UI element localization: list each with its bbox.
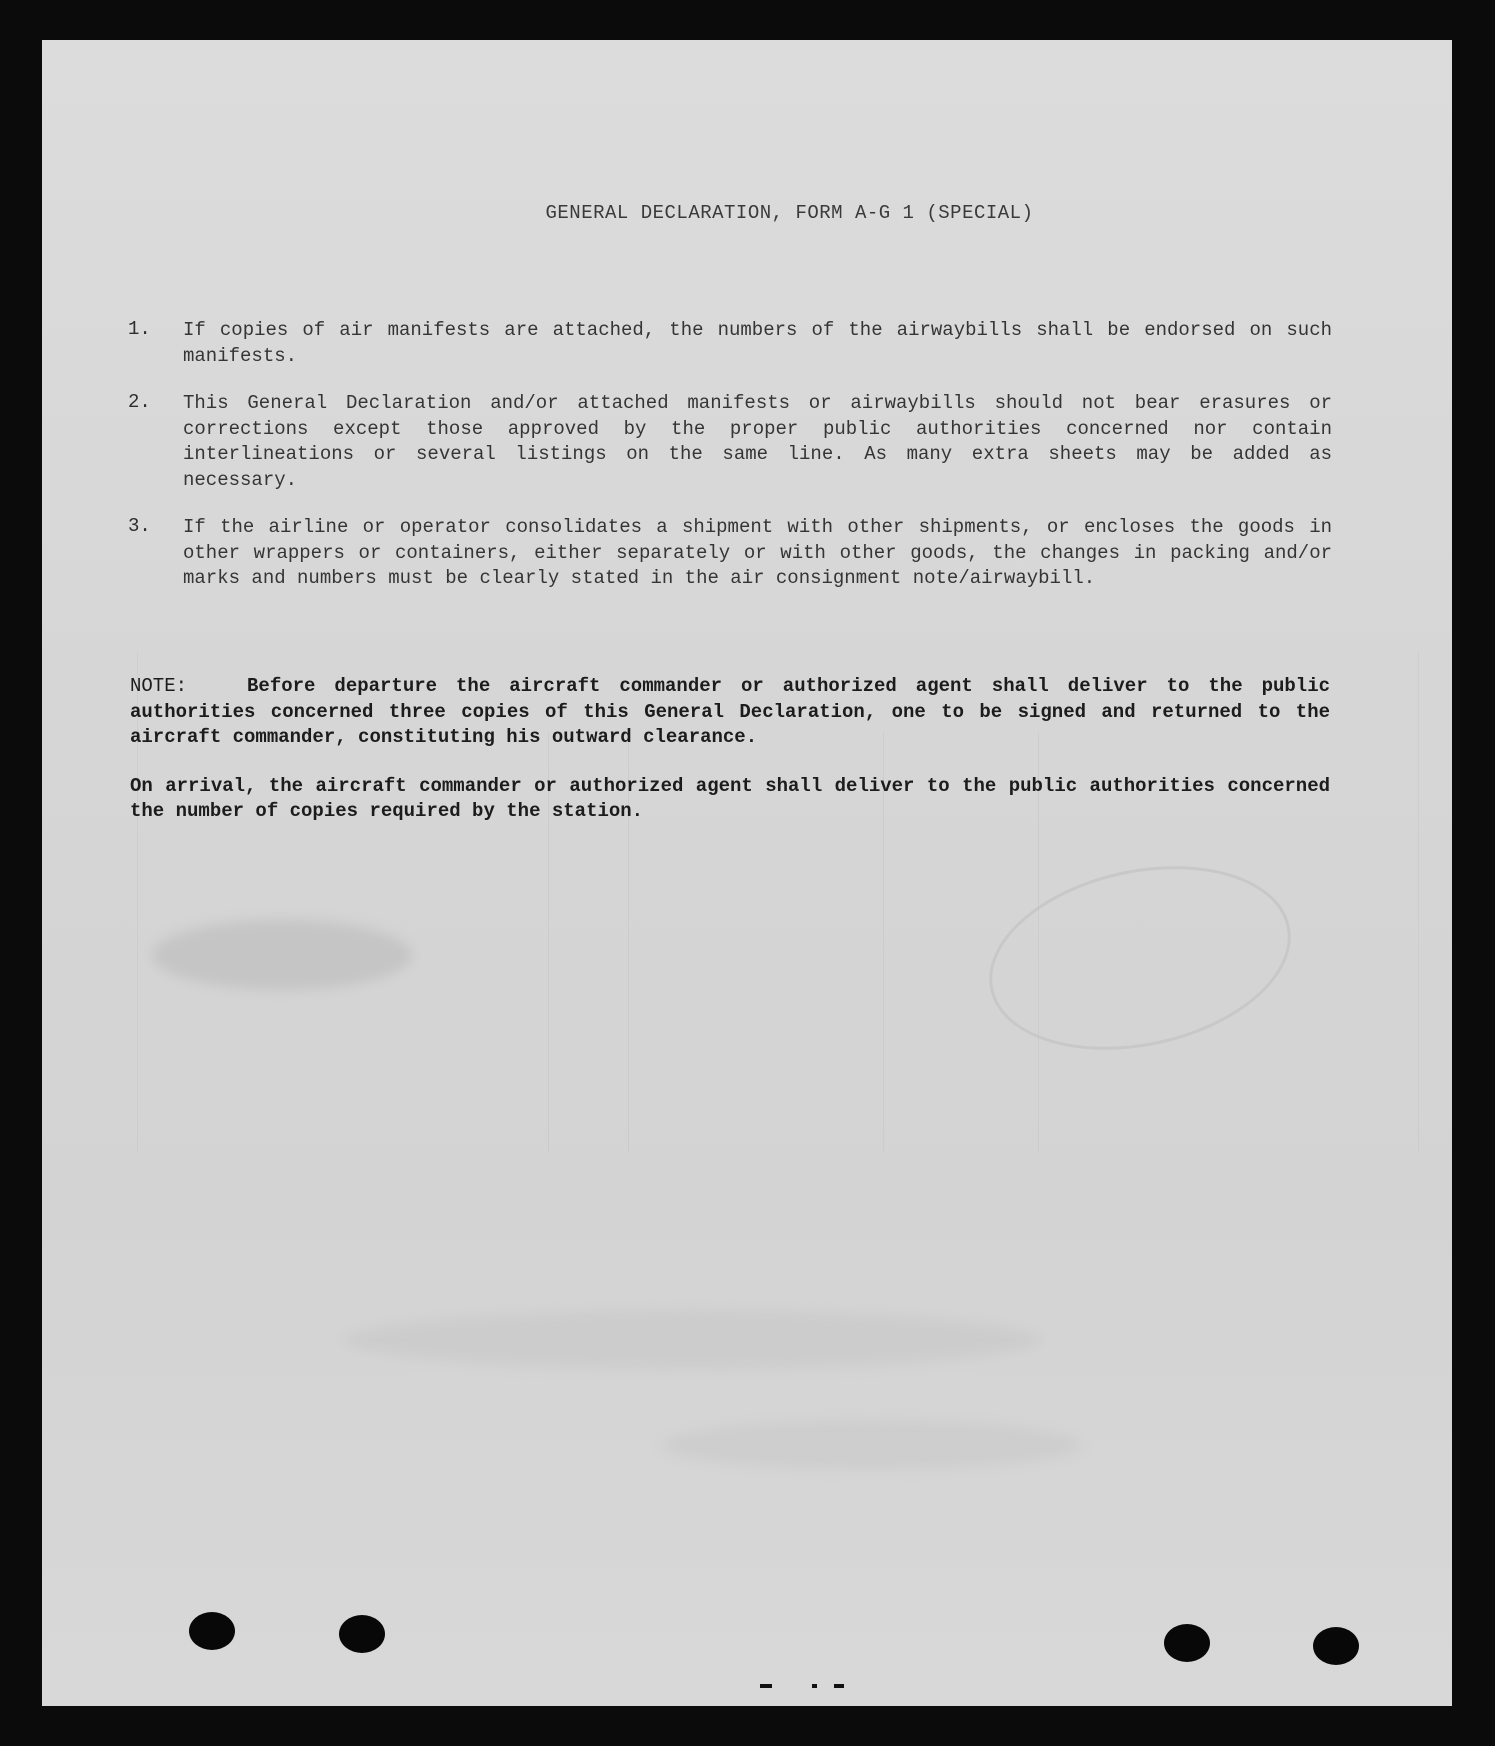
item-number: 1. xyxy=(128,318,151,340)
edge-mark xyxy=(834,1684,844,1688)
list-item xyxy=(128,391,1332,493)
punch-hole xyxy=(1164,1624,1210,1662)
item-text: If copies of air manifests are attached, the numbers of the airwaybills shall be endorsed on such manifests. xyxy=(183,319,1332,367)
arrival-paragraph: On arrival, the aircraft commander or authorized agent shall deliver to the public authorities concerned the number of copies required by the station. xyxy=(130,774,1330,822)
punch-hole xyxy=(189,1612,235,1650)
item-text: This General Declaration and/or attached manifests or airwaybills should not bear erasures or corrections except those approved by the proper public authorities concerned nor contain interlineations or several listings on the same line. As many extra sheets may be added as necessary. xyxy=(183,392,1332,491)
punch-hole xyxy=(339,1615,385,1653)
list-item xyxy=(128,318,1332,369)
note-label: NOTE: xyxy=(130,675,188,697)
bleed-through-text xyxy=(342,1310,1042,1370)
item-text: If the airline or operator consolidates a shipment with other shipments, or encloses the goods in other wrappers or containers, either separately or with other goods, the changes in packing and/or marks and numbers must be clearly stated in the air consignment note/airwaybill. xyxy=(183,516,1332,589)
edge-mark xyxy=(812,1684,817,1688)
bleed-through-signature xyxy=(152,920,412,990)
bleed-through-text xyxy=(662,1420,1082,1470)
item-number: 2. xyxy=(128,391,151,413)
list-item xyxy=(128,515,1332,592)
document-page xyxy=(42,40,1452,1706)
instructions-list xyxy=(128,318,1332,614)
note-text: Before departure the aircraft commander or authorized agent shall deliver to the public authorities concerned three copies of this General Declaration, one to be signed and returned to the aircraft commander, constituting his outward clearance. xyxy=(130,675,1330,748)
note-paragraph xyxy=(130,674,1330,751)
note-section xyxy=(130,674,1330,848)
page-title: GENERAL DECLARATION, FORM A-G 1 (SPECIAL) xyxy=(545,202,1034,224)
punch-hole xyxy=(1313,1627,1359,1665)
edge-mark xyxy=(760,1684,772,1688)
item-number: 3. xyxy=(128,515,151,537)
